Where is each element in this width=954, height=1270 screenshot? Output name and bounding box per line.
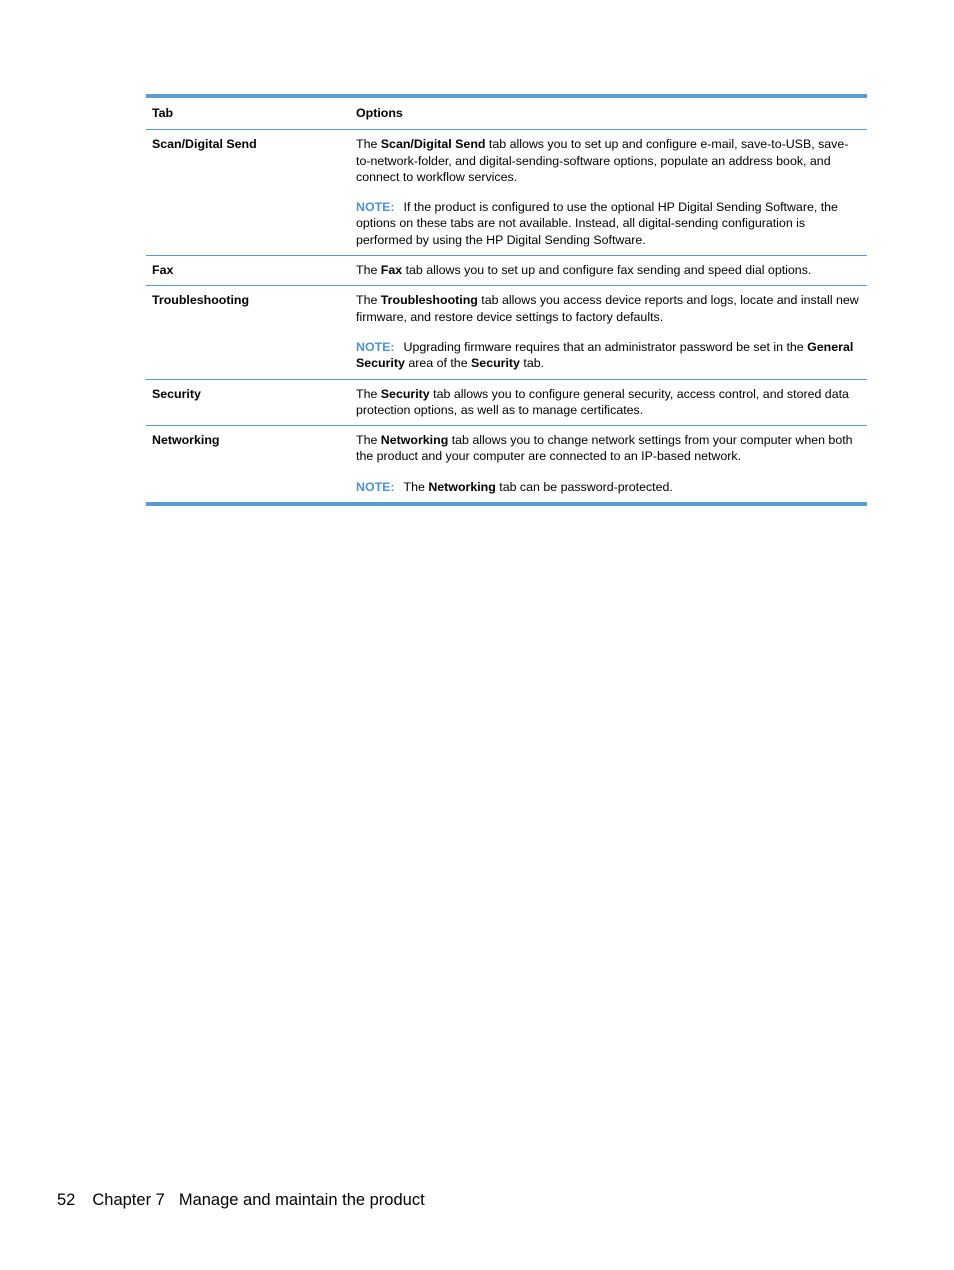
- table-row-fax: [146, 256, 867, 286]
- desc-text: tab allows you to set up and configure e-mail, save-to-USB, save-to-network-folder, and digital-sending-software options, populate an address book, and connect to workflow services.: [356, 137, 849, 184]
- desc-text: The: [356, 263, 381, 278]
- row-description: [356, 292, 861, 325]
- desc-text: The: [356, 137, 381, 152]
- table-header-row: [146, 98, 867, 130]
- desc-text: The: [356, 433, 381, 448]
- header-tab: Tab: [152, 106, 174, 120]
- options-table: [146, 94, 867, 506]
- page-number: 52: [57, 1191, 76, 1209]
- note-text: Upgrading firmware requires that an administrator password be set in the: [403, 339, 808, 354]
- row-description: [356, 262, 861, 278]
- note-text: area of the: [404, 356, 472, 371]
- note-text: If the product is configured to use the optional HP Digital Sending Software, the options on these tabs are not available. Instead, all digital-sending configuration is performed by using the HP Digital Sending Software.: [356, 200, 838, 247]
- desc-text: The: [356, 386, 381, 401]
- row-note: [356, 339, 861, 372]
- desc-bold: Security: [380, 386, 430, 401]
- row-tab-name: Scan/Digital Send: [152, 137, 257, 152]
- desc-text: tab allows you to set up and configure fax sending and speed dial options.: [402, 263, 812, 278]
- row-tab-name: Troubleshooting: [152, 293, 250, 308]
- table-row-networking: [146, 426, 867, 502]
- note-label: NOTE:: [356, 200, 395, 215]
- note-label: NOTE:: [356, 479, 395, 494]
- row-description: [356, 432, 861, 465]
- row-tab-name: Fax: [152, 263, 174, 278]
- row-options: [356, 286, 867, 378]
- note-text: tab can be password-protected.: [495, 479, 673, 494]
- row-options: [356, 380, 867, 426]
- desc-text: tab allows you to configure general security, access control, and stored data protection options, as well as to manage certificates.: [356, 386, 849, 417]
- footer-chapter-title: Manage and maintain the product: [178, 1191, 425, 1209]
- row-description: [356, 136, 861, 185]
- header-options-label: Options: [356, 106, 403, 120]
- row-tab-name: Networking: [152, 433, 220, 448]
- table-row-troubleshooting: [146, 286, 867, 379]
- note-label: NOTE:: [356, 339, 395, 354]
- desc-bold: Fax: [380, 263, 403, 278]
- table-row-security: [146, 380, 867, 427]
- footer-chapter: Chapter 7: [92, 1191, 165, 1209]
- row-tab-name: Security: [152, 386, 201, 401]
- note-bold: Networking: [428, 479, 496, 494]
- desc-bold: Scan/Digital Send: [380, 137, 486, 152]
- note-bold: Security: [471, 356, 520, 371]
- header-options: [356, 98, 867, 129]
- row-note: [356, 479, 861, 495]
- note-bold: General Security: [356, 339, 854, 371]
- desc-bold: Networking: [380, 433, 449, 448]
- row-note: [356, 199, 861, 248]
- note-text: tab.: [519, 356, 545, 371]
- page-footer: [57, 1191, 425, 1210]
- row-description: [356, 386, 861, 419]
- row-options: [356, 130, 867, 255]
- desc-text: tab allows you access device reports and logs, locate and install new firmware, and restore device settings to factory defaults.: [356, 293, 859, 324]
- row-options: [356, 426, 867, 502]
- desc-bold: Troubleshooting: [380, 293, 478, 308]
- desc-text: The: [356, 293, 381, 308]
- table-row-scan-digital-send: [146, 130, 867, 256]
- row-options: [356, 256, 867, 285]
- note-text: The: [403, 479, 429, 494]
- desc-text: tab allows you to change network settings from your computer when both the product and your computer are connected to an IP-based network.: [356, 433, 853, 464]
